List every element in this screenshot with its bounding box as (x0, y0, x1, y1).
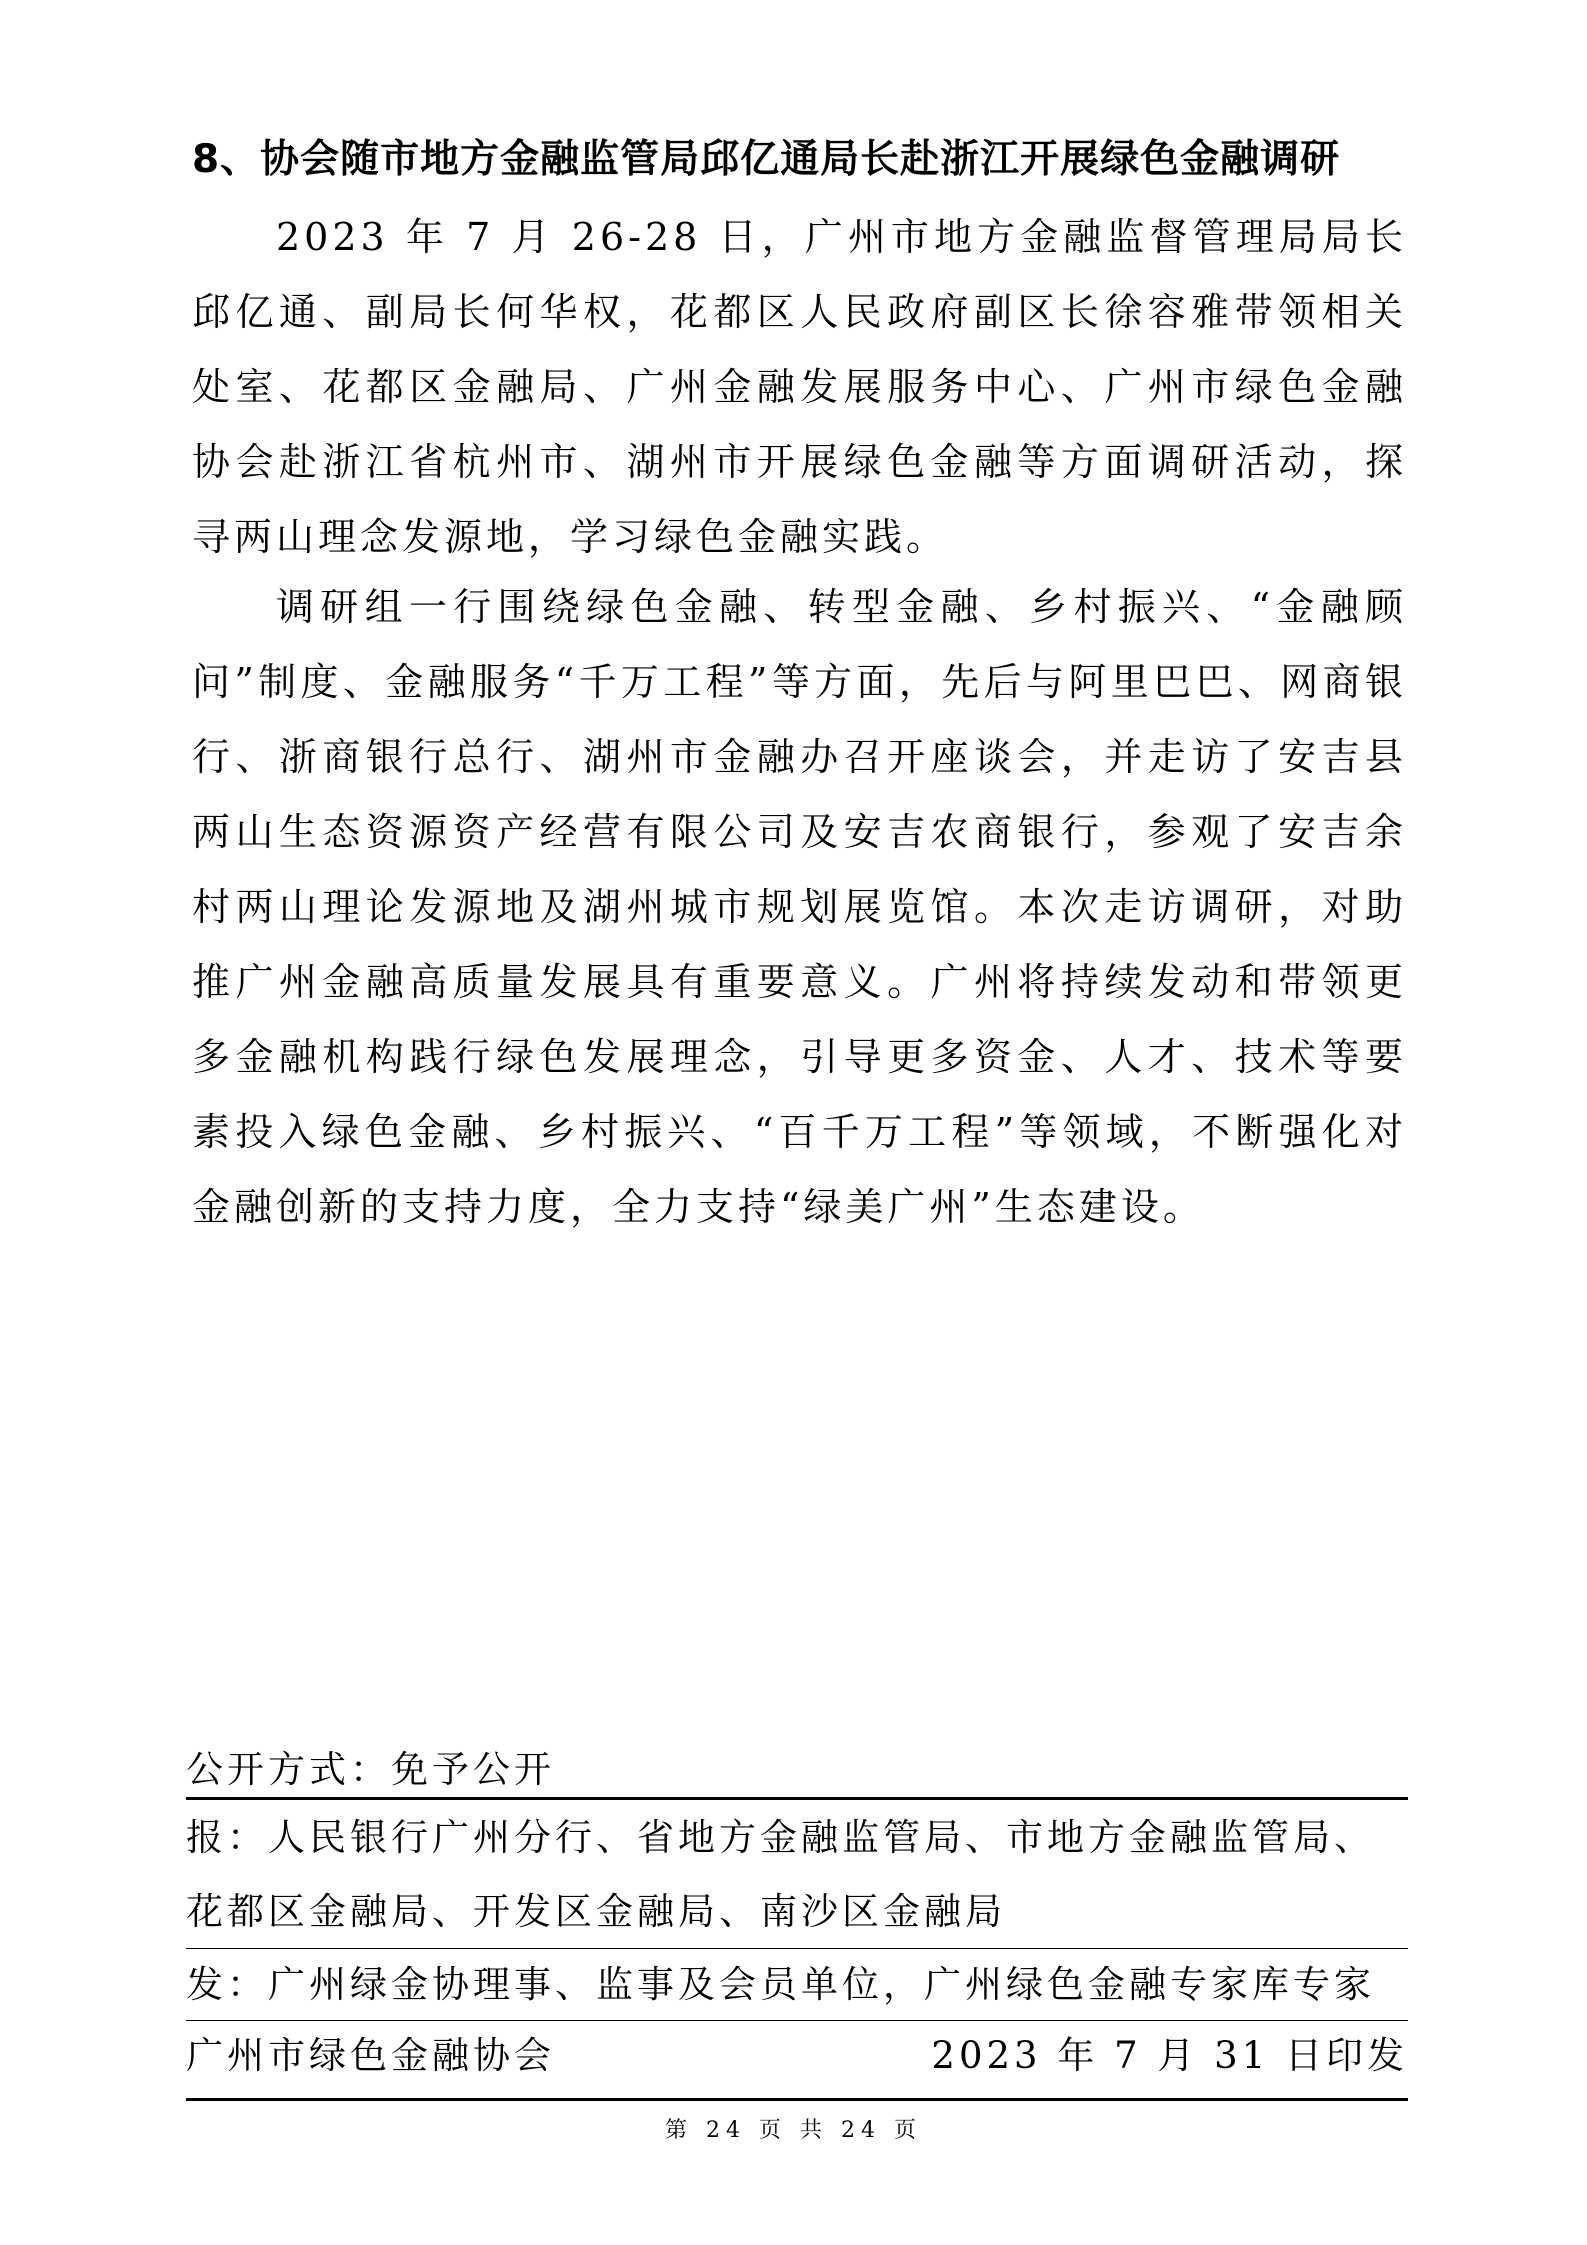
distribution-recipients: 发：广州绿金协理事、监事及会员单位，广州绿色金融专家库专家 (186, 1963, 1375, 2006)
issuer-name: 广州市绿色金融协会 (186, 2034, 555, 2077)
section-heading: 8、协会随市地方金融监管局邱亿通局长赴浙江开展绿色金融调研 (192, 137, 1341, 182)
body-paragraph-1: 2023 年 7 月 26-28 日，广州市地方金融监督管理局局长邱亿通、副局长何华权，花都区人民政府副区长徐容雅带领相关处室、花都区金融局、广州金融发展服务中心、广州市绿色金融协会赴浙江省杭州市、湖州市开展绿色金融等方面调研活动，探寻两山理念发源地，学习绿色金融实践。 (192, 215, 1407, 559)
report-recipients-line-1: 报：人民银行广州分行、省地方金融监管局、市地方金融监管局、 (186, 1816, 1375, 1859)
footer-rule-bottom (186, 2098, 1408, 2101)
disclosure-method: 公开方式：免予公开 (186, 1748, 555, 1791)
body-paragraph-2: 调研组一行围绕绿色金融、转型金融、乡村振兴、“金融顾问”制度、金融服务“千万工程”等方面，先后与阿里巴巴、网商银行、浙商银行总行、湖州市金融办召开座谈会，并走访了安吉县两山生态资源资产经营有限公司及安吉农商银行，参观了安吉余村两山理论发源地及湖州城市规划展览馆。本次走访调研，对助推广州金融高质量发展具有重要意义。广州将持续发动和带领更多金融机构践行绿色发展理念，引导更多资金、人才、技术等要素投入绿色金融、乡村振兴、“百千万工程”等领域，不断强化对金融创新的支持力度，全力支持“绿美广州”生态建设。 (192, 585, 1407, 1229)
issue-date: 2023 年 7 月 31 日印发 (931, 2034, 1408, 2077)
footer-rule-top (186, 1797, 1408, 1800)
report-recipients-line-2: 花都区金融局、开发区金融局、南沙区金融局 (186, 1890, 1006, 1933)
footer-rule-lower (186, 2020, 1408, 2021)
page-number: 第 24 页 共 24 页 (665, 2118, 922, 2143)
footer-rule-middle (186, 1948, 1408, 1949)
issuer-row (186, 2026, 1408, 2086)
